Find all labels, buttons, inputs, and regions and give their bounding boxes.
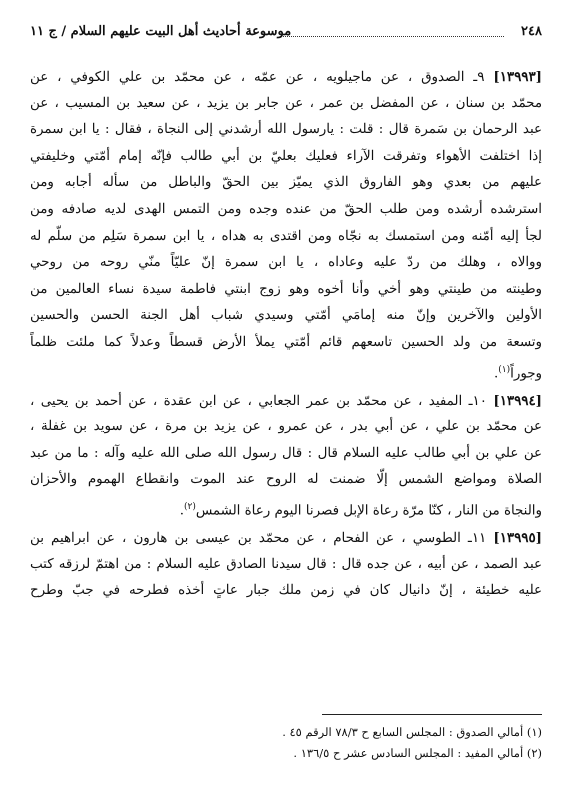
hadith-number: [١٣٩٩٥] <box>493 530 542 547</box>
text-line: عبد الصمد ، عن أبيه ، عن جده قال : قال سيدنا الصادق عليه السلام : من اهتمّ لرزقه كتب <box>30 556 542 572</box>
hadith-entry <box>30 525 542 605</box>
page-number: ٢٤٨ <box>521 24 542 39</box>
text-segment: ٩ـ الصدوق ، عن ماجيلويه ، عن عمّه ، عن محمّد بن علي الكوفي ، عن <box>30 70 485 85</box>
book-title: موسوعة أحاديث أهل البيت عليهم السلام / ج ١١ <box>30 24 292 39</box>
running-header <box>30 22 542 44</box>
text-line: عليهم من بعدي وهو الفاروق الذي يميّز بين الحقّ والباطل من سأله أجابه ومن <box>30 175 542 191</box>
page-body <box>30 64 542 605</box>
hadith-entry <box>30 64 542 388</box>
text-segment: ١١ـ الطوسي ، عن الفحام ، عن محمّد بن عيسى بن هارون ، عن ابراهيم بن <box>30 531 487 547</box>
text-line: الصلاة ومواضع الشمس إلّا ضمنت له الروح عند الموت وانقطاع الهموم والأحزان <box>30 472 542 488</box>
text-line: الأولين والآخرين وإنّ منه إمامَي أمّتي وسيدي شباب أهل الجنة الحسن والحسين <box>30 308 542 324</box>
text-line: وطينته من طينتي وهو أخي وأنا أخوه وهو زوج ابنتي فاطمة سيدة نساء العالمين من <box>30 281 542 297</box>
text-line: عن محمّد بن علي ، عن أبي بدر ، عن عمرو ، عن يزيد بن مرة ، عن سويد بن غفلة ، <box>30 419 542 435</box>
text-line: عليه خطيئة ، إنّ دانيال كان في زمن ملك جبار عاتٍ أخذه فطرحه في جبّ وطرح <box>30 583 542 599</box>
text-segment: ١٠ـ المفيد ، عن محمّد بن عمر الجعابي ، عن ابن عقدة ، عن أحمد بن يحيى ، <box>30 393 487 409</box>
text-segment: وجوراً <box>510 366 542 381</box>
footnote-separator <box>322 714 542 715</box>
hadith-number: [١٣٩٩٣] <box>493 69 542 85</box>
hadith-number: [١٣٩٩٤] <box>493 392 542 409</box>
footnote: (١) أمالي الصدوق : المجلس السابع ح ٧٨/٣ الرقم ٤٥ . <box>282 725 542 739</box>
book-page <box>30 22 542 782</box>
footnotes <box>30 722 542 764</box>
text-line: إذا اختلفت الأهواء وتفرقت الآراء فعليك بعليّ بن أبي طالب فإنّه إمام أمّتي وخليفتي <box>30 148 542 164</box>
text-line: ووالاه ، وهلك من ردّ عليه وعاداه ، يا ابن سمرة إنّ عليّاً منّي روحه من روحي <box>30 255 542 271</box>
hadith-entry <box>30 388 542 525</box>
footnote-ref[interactable]: (٢) <box>183 501 196 512</box>
footnote-ref[interactable]: (١) <box>498 364 511 375</box>
footnote: (٢) أمالي المفيد : المجلس السادس عشر ح ١٣٦/٥ . <box>293 746 542 760</box>
text-line: والنجاة من النار ، كنّا مرّة رعاة الإبل فصرنا اليوم رعاة الشمس$^{(٢)}$. <box>179 501 542 519</box>
text-line: وتسعة من ولد الحسين تاسعهم قائم أمّتي يملأ الأرض قسطاً وعدلاً كما ملئت ظلماً <box>30 334 542 350</box>
text-line <box>30 64 542 91</box>
text-segment: والنجاة من النار ، كنّا مرّة رعاة الإبل فصرنا اليوم رعاة الشمس <box>195 503 542 519</box>
text-line <box>30 388 542 415</box>
text-line: عبد الرحمان بن سَمرة قال : قلت : يارسول الله أرشدني إلى النجاة ، فقال : يا ابن سمرة <box>30 122 542 138</box>
header-dot-leader <box>280 36 504 37</box>
text-line <box>30 525 542 552</box>
text-line: عن علي بن أبي طالب عليه السلام قال : قال رسول الله صلى الله عليه وآله : ما من عبد <box>30 445 542 461</box>
text-line: وجوراً$^{(١)}$. <box>494 364 542 381</box>
text-line: لجأ إليه أمّنه ومن استمسك به نجّاه ومن اقتدى به هداه ، يا ابن سمرة سَلِم من سلّم له <box>30 228 542 244</box>
text-line: محمّد بن سنان ، عن المفضل بن عمر ، عن جابر بن يزيد ، عن سعيد بن المسيب ، عن <box>30 95 542 111</box>
text-line: استرشده أرشده ومن طلب الحقّ من عنده وجده ومن التمس الهدى لديه صادفه ومن <box>30 201 542 217</box>
